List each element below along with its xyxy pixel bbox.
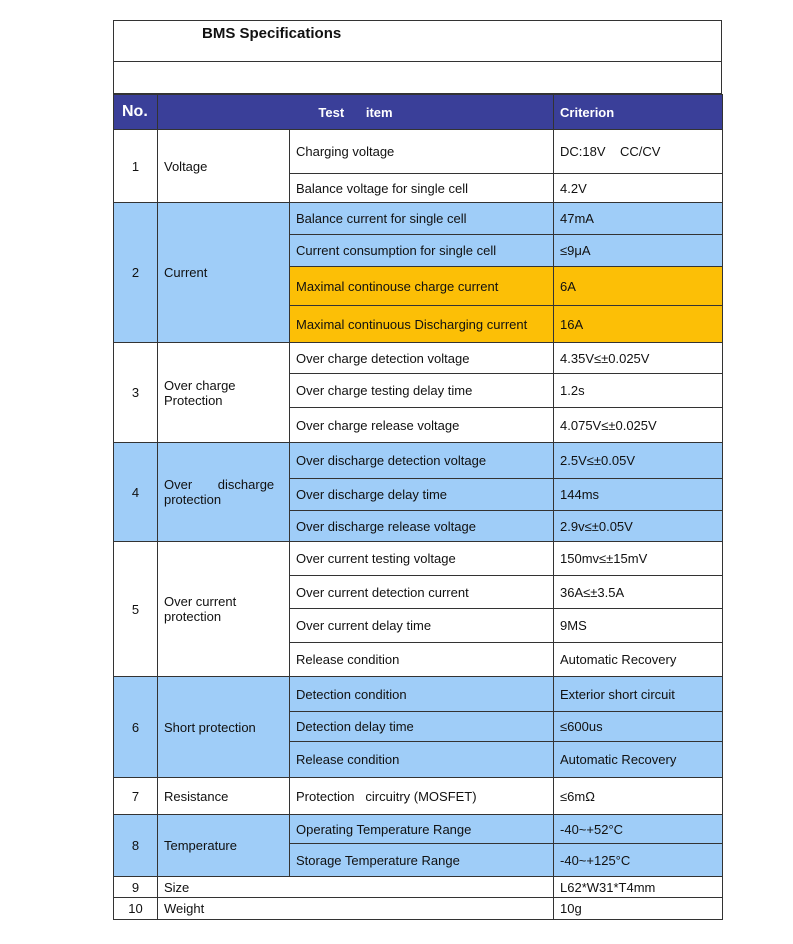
group-item: Short protection xyxy=(158,677,290,778)
group-number: 5 xyxy=(114,542,158,677)
test-cell: Current consumption for single cell xyxy=(290,235,554,267)
criterion-cell: 4.075V≤±0.025V xyxy=(554,408,723,443)
group-number: 8 xyxy=(114,815,158,877)
criterion-cell: -40~+125°C xyxy=(554,844,723,877)
group-item: Size xyxy=(158,877,554,898)
criterion-cell: 144ms xyxy=(554,479,723,511)
test-cell: Balance voltage for single cell xyxy=(290,174,554,203)
header-no: No. xyxy=(114,95,158,130)
table-row xyxy=(114,677,723,712)
group-number: 4 xyxy=(114,443,158,542)
criterion-cell: 2.5V≤±0.05V xyxy=(554,443,723,479)
table-row xyxy=(114,898,723,920)
criterion-cell: 2.9v≤±0.05V xyxy=(554,511,723,542)
test-cell: Storage Temperature Range xyxy=(290,844,554,877)
test-cell: Balance current for single cell xyxy=(290,203,554,235)
criterion-cell: Exterior short circuit xyxy=(554,677,723,712)
criterion-cell: ≤6mΩ xyxy=(554,778,723,815)
group-item: Temperature xyxy=(158,815,290,877)
test-cell: Release condition xyxy=(290,643,554,677)
group-item: Over current protection xyxy=(158,542,290,677)
test-cell: Protection circuitry (MOSFET) xyxy=(290,778,554,815)
test-cell: Operating Temperature Range xyxy=(290,815,554,844)
group-item: Current xyxy=(158,203,290,343)
header-criterion: Criterion xyxy=(554,95,723,130)
criterion-cell: 6A xyxy=(554,267,723,306)
criterion-cell: 47mA xyxy=(554,203,723,235)
test-cell: Over charge detection voltage xyxy=(290,343,554,374)
table-row xyxy=(114,343,723,374)
bms-spec-sheet xyxy=(113,20,722,920)
test-cell: Over current testing voltage xyxy=(290,542,554,576)
group-number: 9 xyxy=(114,877,158,898)
criterion-cell: ≤9μA xyxy=(554,235,723,267)
criterion-cell: 4.35V≤±0.025V xyxy=(554,343,723,374)
page-title: BMS Specifications xyxy=(202,25,342,42)
test-cell: Over discharge detection voltage xyxy=(290,443,554,479)
test-cell: Detection delay time xyxy=(290,712,554,742)
table-row xyxy=(114,443,723,479)
group-number: 10 xyxy=(114,898,158,920)
test-cell: Over charge testing delay time xyxy=(290,374,554,408)
group-number: 1 xyxy=(114,130,158,203)
table-row xyxy=(114,203,723,235)
group-number: 3 xyxy=(114,343,158,443)
test-cell: Over current detection current xyxy=(290,576,554,609)
table-row xyxy=(114,130,723,174)
table-row xyxy=(114,815,723,844)
group-item: Voltage xyxy=(158,130,290,203)
criterion-cell: 150mv≤±15mV xyxy=(554,542,723,576)
test-cell: Release condition xyxy=(290,742,554,778)
criterion-cell: Automatic Recovery xyxy=(554,643,723,677)
group-item: Over charge Protection xyxy=(158,343,290,443)
criterion-cell: 10g xyxy=(554,898,723,920)
spec-table xyxy=(113,94,723,920)
group-item: Over discharge protection xyxy=(158,443,290,542)
test-cell: Over charge release voltage xyxy=(290,408,554,443)
group-number: 7 xyxy=(114,778,158,815)
blank-row xyxy=(113,62,722,94)
group-number: 2 xyxy=(114,203,158,343)
criterion-cell: 9MS xyxy=(554,609,723,643)
title-box xyxy=(113,20,722,62)
criterion-cell: 1.2s xyxy=(554,374,723,408)
table-row xyxy=(114,778,723,815)
test-cell: Over discharge release voltage xyxy=(290,511,554,542)
test-cell: Over current delay time xyxy=(290,609,554,643)
test-cell: Over discharge delay time xyxy=(290,479,554,511)
criterion-cell: -40~+52°C xyxy=(554,815,723,844)
table-row xyxy=(114,542,723,576)
header-test-item: Test item xyxy=(158,95,554,130)
criterion-cell: ≤600us xyxy=(554,712,723,742)
table-row xyxy=(114,877,723,898)
criterion-cell: 4.2V xyxy=(554,174,723,203)
group-item: Weight xyxy=(158,898,554,920)
test-cell: Maximal continuous Discharging current xyxy=(290,306,554,343)
test-cell: Detection condition xyxy=(290,677,554,712)
criterion-cell: 16A xyxy=(554,306,723,343)
criterion-cell: Automatic Recovery xyxy=(554,742,723,778)
header-row xyxy=(114,95,723,130)
criterion-cell: DC:18V CC/CV xyxy=(554,130,723,174)
criterion-cell: 36A≤±3.5A xyxy=(554,576,723,609)
test-cell: Maximal continouse charge current xyxy=(290,267,554,306)
test-cell: Charging voltage xyxy=(290,130,554,174)
criterion-cell: L62*W31*T4mm xyxy=(554,877,723,898)
group-number: 6 xyxy=(114,677,158,778)
group-item: Resistance xyxy=(158,778,290,815)
